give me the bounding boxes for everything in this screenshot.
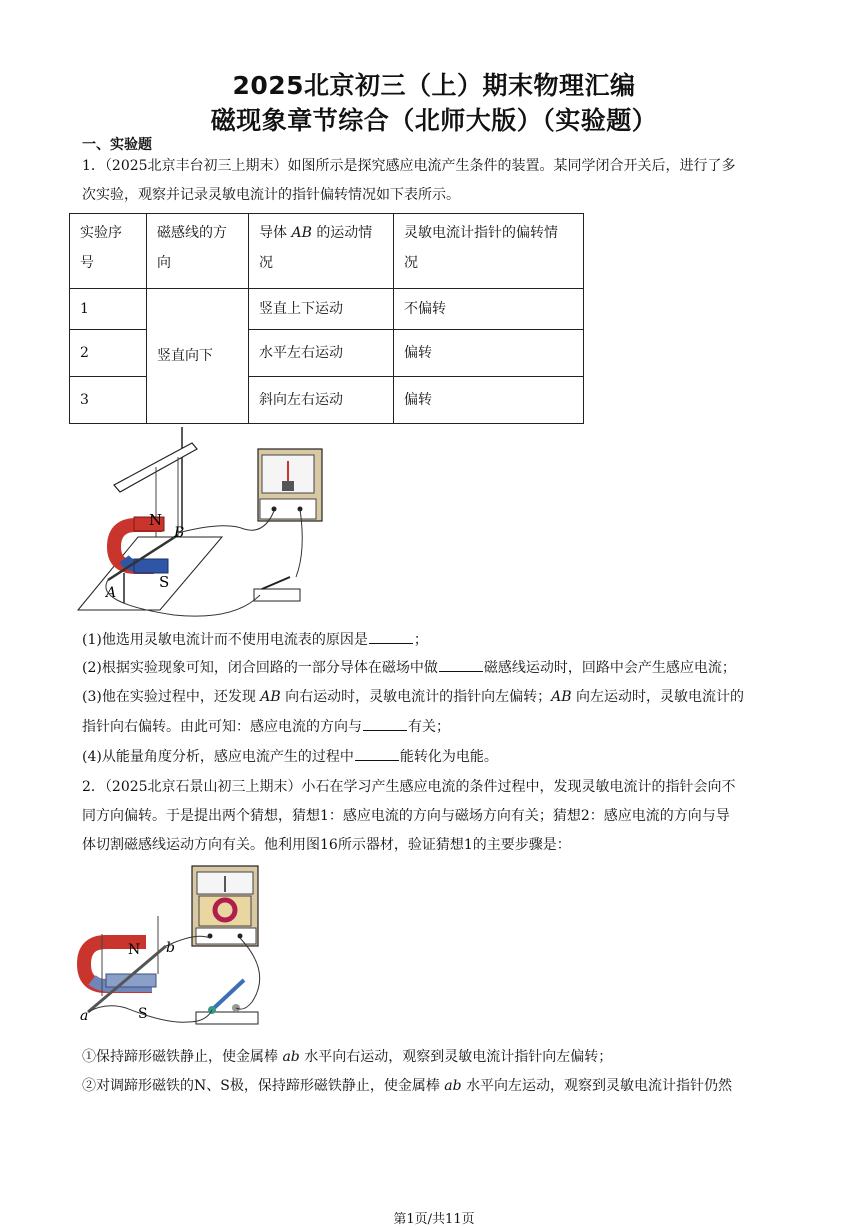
document-title-line1: 2025北京初三（上）期末物理汇编 bbox=[232, 71, 636, 100]
table-cell-num: 1 bbox=[70, 289, 147, 330]
table-header-row bbox=[70, 214, 584, 289]
q1-sub4: (4)从能量角度分析，感应电流产生的过程中 能转化为电能。 bbox=[82, 749, 498, 765]
galvanometer-pivot bbox=[282, 481, 294, 491]
table-header-cell: 实验序 号 bbox=[70, 214, 147, 289]
table-cell-direction: 竖直向下 bbox=[147, 289, 249, 424]
answer-blank[interactable] bbox=[355, 748, 399, 761]
q1-sub3: (3)他在实验过程中，还发现 AB 向右运动时，灵敏电流计的指针向左偏转；AB 向左运动时，灵敏电流计的 bbox=[82, 689, 745, 705]
q2-step1: ①保持蹄形磁铁静止，使金属棒 ab 水平向右运动，观察到灵敏电流计指针向左偏转； bbox=[82, 1049, 613, 1065]
label-b: b bbox=[166, 940, 175, 956]
circuit-wire bbox=[88, 1006, 212, 1022]
label-a: a bbox=[80, 1008, 89, 1024]
answer-blank[interactable] bbox=[439, 659, 483, 672]
section-heading: 一、实验题 bbox=[82, 137, 152, 153]
table-cell-num: 2 bbox=[70, 330, 147, 377]
document-title-line2: 磁现象章节综合（北师大版）（实验题） bbox=[210, 106, 658, 135]
galvanometer-terminals bbox=[196, 928, 256, 944]
terminal-icon bbox=[272, 507, 277, 512]
q2-intro-line2: 同方向偏转。于是提出两个猜想，猜想1：感应电流的方向与磁场方向有关；猜想2：感应电流的方向与导 bbox=[82, 808, 730, 824]
switch-lever bbox=[262, 577, 290, 589]
table-header-cell: 灵敏电流计指针的偏转情 况 bbox=[394, 214, 584, 289]
circuit-wire bbox=[236, 938, 260, 1009]
q2-experiment-figure bbox=[76, 862, 266, 1032]
table-cell-motion: 竖直上下运动 bbox=[249, 289, 394, 330]
table-header-cell: 磁感线的方 向 bbox=[147, 214, 249, 289]
table-cell-num: 3 bbox=[70, 377, 147, 424]
label-b: B bbox=[174, 525, 185, 541]
table-row bbox=[70, 289, 584, 330]
table-cell-result: 偏转 bbox=[394, 330, 584, 377]
q1-sub3-line2: 指针向右偏转。由此可知：感应电流的方向与 有关； bbox=[82, 719, 450, 735]
q1-sub1: (1)他选用灵敏电流计而不使用电流表的原因是 ； bbox=[82, 632, 428, 648]
page-footer: 第1页/共11页 bbox=[393, 1212, 475, 1227]
switch-base bbox=[254, 589, 300, 601]
switch-lever bbox=[214, 980, 244, 1008]
label-a: A bbox=[106, 585, 117, 601]
label-south: S bbox=[159, 573, 170, 591]
table-cell-result: 偏转 bbox=[394, 377, 584, 424]
q2-intro-line3: 体切割磁感线运动方向有关。他利用图16所示器材，验证猜想1的主要步骤是： bbox=[82, 837, 571, 853]
q1-intro-line1: 1．（2025北京丰台初三上期末）如图所示是探究感应电流产生条件的装置。某同学闭合开关后，进行了多 bbox=[82, 158, 736, 174]
terminal-icon bbox=[238, 934, 243, 939]
table-header-cell: 导体 AB 的运动情 况 bbox=[249, 214, 394, 289]
q1-intro-line2: 次实验，观察并记录灵敏电流计的指针偏转情况如下表所示。 bbox=[82, 187, 460, 203]
answer-blank[interactable] bbox=[369, 631, 413, 644]
q1-sub2: (2)根据实验现象可知，闭合回路的一部分导体在磁场中做 磁感线运动时，回路中会产生感应电流； bbox=[82, 660, 736, 676]
label-south: S bbox=[138, 1006, 148, 1022]
table-cell-motion: 水平左右运动 bbox=[249, 330, 394, 377]
q2-step2: ②对调蹄形磁铁的N、S极，保持蹄形磁铁静止，使金属棒 ab 水平向左运动，观察到灵敏电流计指针仍然 bbox=[82, 1078, 733, 1094]
label-north: N bbox=[149, 511, 163, 529]
q1-experiment-figure bbox=[74, 425, 334, 620]
label-north: N bbox=[128, 942, 141, 958]
galvanometer-terminals bbox=[260, 499, 316, 519]
table-cell-motion: 斜向左右运动 bbox=[249, 377, 394, 424]
q1-data-table bbox=[69, 213, 584, 424]
q2-intro-line1: 2．（2025北京石景山初三上期末）小石在学习产生感应电流的条件过程中，发现灵敏电流计的指针会向不 bbox=[82, 779, 736, 795]
answer-blank[interactable] bbox=[363, 718, 407, 731]
table-cell-result: 不偏转 bbox=[394, 289, 584, 330]
